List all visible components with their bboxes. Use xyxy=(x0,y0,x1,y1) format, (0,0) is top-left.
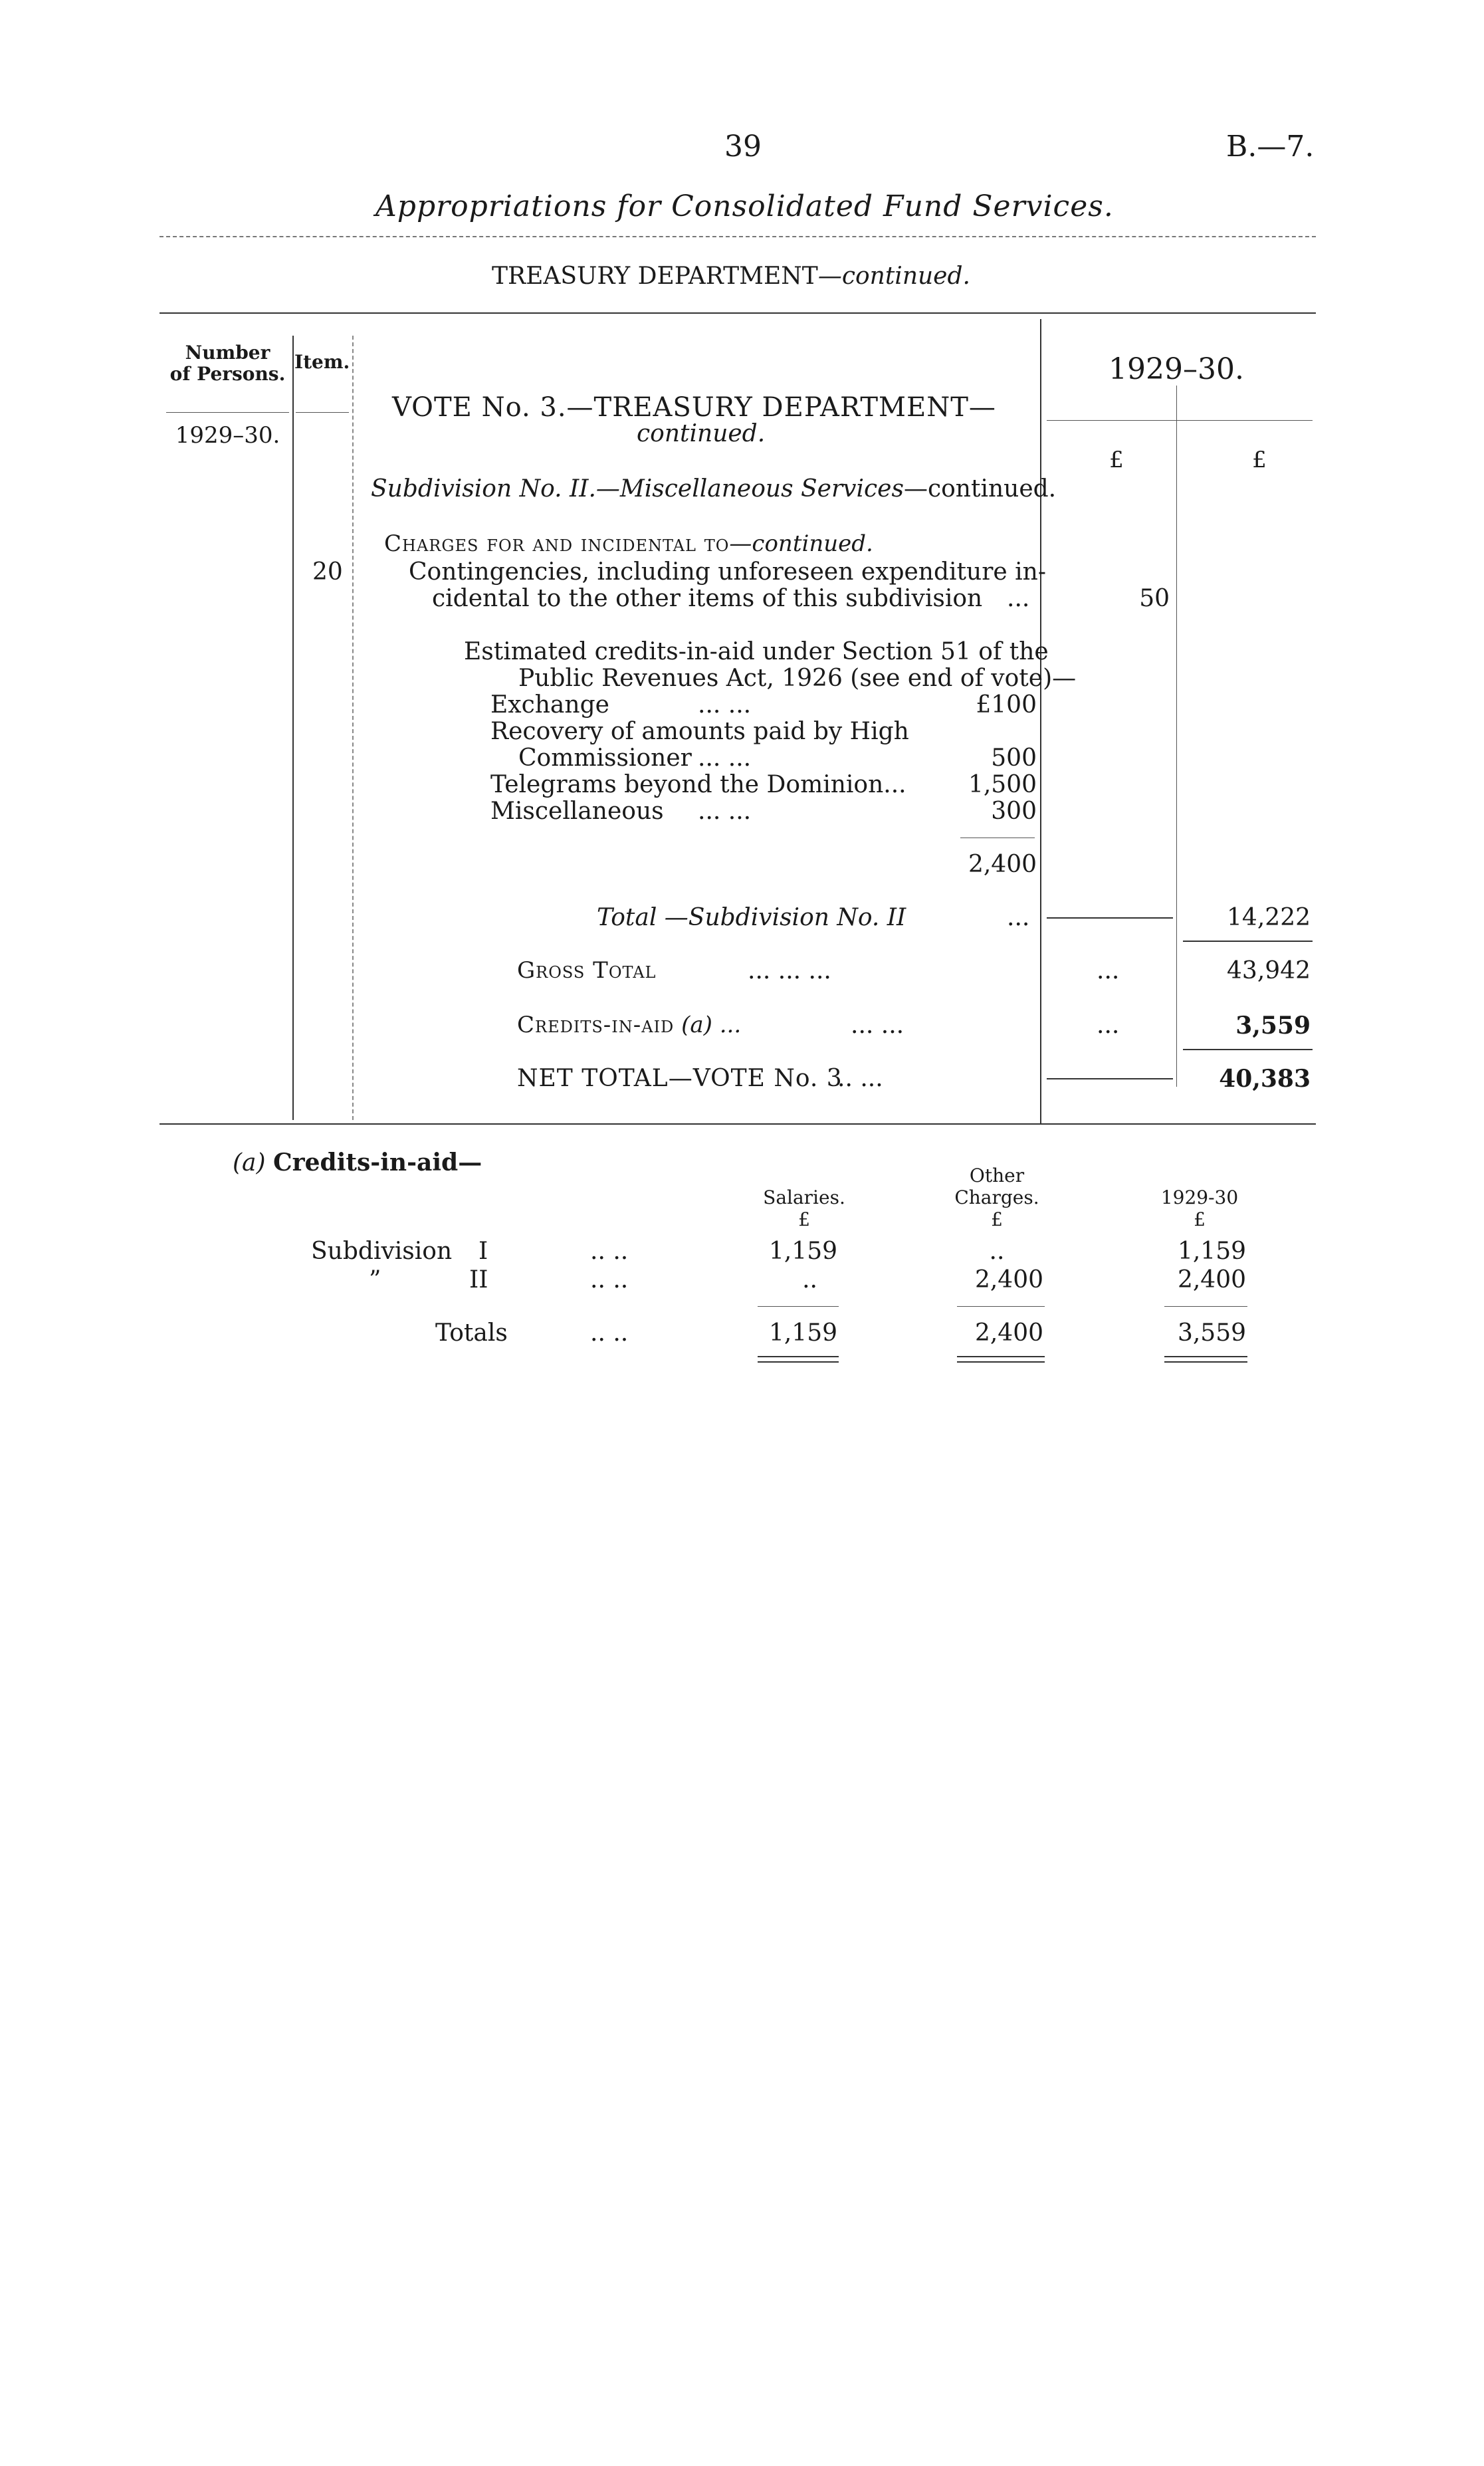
charges-heading: Charges for and incidental to—continued. xyxy=(384,530,873,557)
credits-in-aid-amount: 3,559 xyxy=(1235,1012,1311,1040)
credits-in-aid-ref: (a) ... xyxy=(681,1012,742,1038)
subdivision-total-amount: 14,222 xyxy=(1227,904,1311,931)
gross-total-dots: ... ... ... xyxy=(748,957,831,984)
credit-row-dots: ... ... xyxy=(698,744,752,772)
credit-row-label: Commissioner xyxy=(518,744,692,772)
footnote-currency: £ xyxy=(798,1208,810,1230)
credits-in-aid-mid-dots: ... xyxy=(1097,1012,1120,1039)
footnote-col-other: Other Charges. xyxy=(954,1165,1039,1208)
contingencies-line-2: cidental to the other items of this subdivision xyxy=(432,585,983,612)
net-total-amount: 40,383 xyxy=(1219,1065,1311,1093)
footnote-totals-salaries: 1,159 xyxy=(768,1319,837,1347)
table-bottom-rule xyxy=(159,1123,1316,1125)
year-header-rule xyxy=(1047,420,1313,421)
footnote-row-other: .. xyxy=(989,1238,1005,1265)
footnote-sum-rule xyxy=(758,1306,839,1307)
net-total-dots: .. ... xyxy=(837,1065,883,1092)
item-body-divider xyxy=(352,336,354,1120)
credits-in-aid-dots: ... ... xyxy=(851,1012,904,1039)
credit-row-dots: ... ... xyxy=(698,798,752,825)
subdivision-total-underline xyxy=(1183,941,1313,942)
footnote-row-other: 2,400 xyxy=(974,1266,1043,1293)
credit-row-label: Recovery of amounts paid by High xyxy=(490,718,909,745)
credits-in-aid-label: Credits-in-aid xyxy=(517,1012,675,1038)
credit-row-amount: 1,500 xyxy=(968,771,1037,798)
footnote-row-number: I xyxy=(478,1238,488,1265)
vote-title-continued: continued. xyxy=(637,420,766,447)
currency-col-a: £ xyxy=(1109,447,1124,473)
department-name: TREASURY DEPARTMENT xyxy=(492,263,818,290)
persons-item-divider xyxy=(292,336,294,1120)
credit-row-label: Miscellaneous xyxy=(490,798,664,825)
footnote-row-salaries: 1,159 xyxy=(768,1238,837,1265)
page-title: Appropriations for Consolidated Fund Services. xyxy=(375,189,1114,223)
contingencies-line-1: Contingencies, including unforeseen expenditure in- xyxy=(409,558,1047,586)
subdivision-total-label: Total —Subdivision No. II xyxy=(597,904,906,931)
persons-year: 1929–30. xyxy=(175,422,280,449)
contingencies-dots: ... xyxy=(1007,585,1030,612)
credit-row-amount: 500 xyxy=(991,744,1037,772)
footnote-title: (a) Credits-in-aid— xyxy=(233,1149,482,1177)
footnote-sum-rule xyxy=(1164,1306,1247,1307)
footnote-row-number: II xyxy=(469,1266,488,1293)
footnote-totals-label: Totals xyxy=(435,1319,508,1347)
footnote-row-label: Subdivision xyxy=(311,1238,453,1265)
subdivision-heading: Subdivision No. II.—Miscellaneous Services—continued. xyxy=(371,475,1057,503)
footnote-row-dots: .. .. xyxy=(590,1238,629,1265)
footnote-row-label: ” xyxy=(369,1266,381,1293)
footnote-double-rule xyxy=(957,1356,1045,1363)
persons-header-rule xyxy=(166,412,289,413)
department-suffix: —continued. xyxy=(817,263,970,290)
subdivision-total-rule xyxy=(1047,917,1173,919)
footnote-col-salaries: Salaries. xyxy=(763,1186,845,1208)
amount-columns-divider xyxy=(1176,386,1177,1087)
footnote-row-year: 1,159 xyxy=(1177,1238,1246,1265)
department-heading xyxy=(492,263,970,290)
currency-col-b: £ xyxy=(1252,447,1267,473)
gross-total-label: Gross Total xyxy=(517,957,657,984)
footnote-totals-other: 2,400 xyxy=(974,1319,1043,1347)
credit-row-label: Telegrams beyond the Dominion... xyxy=(490,771,906,798)
item-header-rule xyxy=(296,412,349,413)
persons-column-header: Number of Persons. xyxy=(169,342,286,385)
vote-title: VOTE No. 3.—TREASURY DEPARTMENT— xyxy=(392,392,996,423)
footnote-sum-rule xyxy=(957,1306,1045,1307)
footnote-double-rule xyxy=(1164,1356,1247,1363)
gross-total-amount: 43,942 xyxy=(1227,957,1311,984)
credit-row-dots: ... ... xyxy=(698,691,752,719)
item-number: 20 xyxy=(312,558,343,586)
footnote-row-year: 2,400 xyxy=(1177,1266,1246,1293)
footnote-col-year: 1929-30 xyxy=(1160,1186,1239,1208)
footnote-totals-year: 3,559 xyxy=(1177,1319,1246,1347)
footnote-currency: £ xyxy=(1194,1208,1206,1230)
credit-row-amount: £100 xyxy=(976,691,1037,719)
credits-in-aid-underline xyxy=(1183,1049,1313,1050)
body-amount-divider xyxy=(1040,319,1041,1123)
credits-intro-line-2: Public Revenues Act, 1926 (see end of vote)— xyxy=(518,665,1077,692)
contingencies-amount: 50 xyxy=(1139,585,1170,612)
net-total-rule xyxy=(1047,1078,1173,1079)
page-number: 39 xyxy=(724,130,762,164)
document-reference: B.—7. xyxy=(1226,130,1315,164)
credits-estimate-total: 2,400 xyxy=(968,851,1037,878)
footnote-row-dots: .. .. xyxy=(590,1266,629,1293)
credit-row-label: Exchange xyxy=(490,691,609,719)
footnote-double-rule xyxy=(758,1356,839,1363)
year-column-header: 1929–30. xyxy=(1109,352,1244,386)
subdivision-total-dots: ... xyxy=(1007,904,1030,931)
footnote-totals-dots: .. .. xyxy=(590,1319,629,1347)
credits-intro-line-1: Estimated credits-in-aid under Section 51 of the xyxy=(464,638,1049,665)
net-total-label: NET TOTAL—VOTE No. 3 xyxy=(517,1065,843,1092)
credits-in-aid-line xyxy=(517,1012,741,1038)
footnote-currency: £ xyxy=(991,1208,1003,1230)
item-column-header: Item. xyxy=(294,351,350,373)
gross-total-mid-dots: ... xyxy=(1097,957,1120,984)
title-rule xyxy=(159,236,1316,237)
table-top-rule xyxy=(159,312,1316,314)
credit-row-amount: 300 xyxy=(991,798,1037,825)
footnote-row-salaries: .. xyxy=(802,1266,817,1293)
